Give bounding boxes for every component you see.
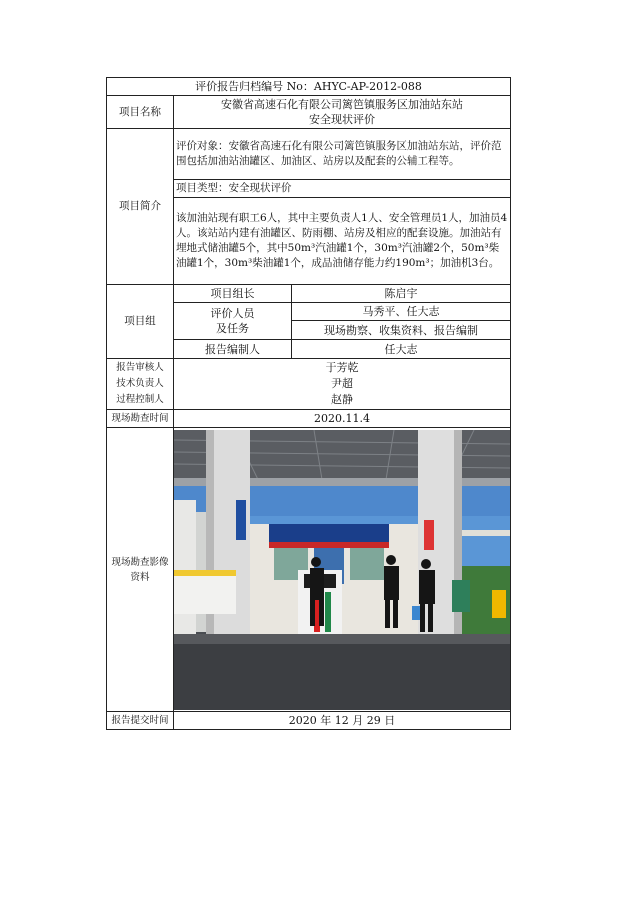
archive-number: 评价报告归档编号 No：AHYC-AP-2012-088: [107, 78, 511, 96]
project-intro-label: 项目简介: [107, 129, 174, 285]
project-target-text: 评价对象：安徽省高速石化有限公司篱笆镇服务区加油站东站，评价范围包括加油站油罐区、加油区、站房以及配套的公辅工程等。: [174, 129, 511, 180]
project-name-label: 项目名称: [107, 96, 174, 129]
photo-label-line-1: 现场勘查影像: [111, 556, 169, 568]
tech-value: 尹超: [331, 377, 353, 390]
submit-row: [107, 712, 511, 730]
project-name-row: [107, 96, 511, 129]
leader-row: [107, 285, 511, 303]
photo-cell: [174, 428, 511, 712]
tasks-value: 现场勘察、收集资料、报告编制: [292, 321, 511, 340]
submit-label: 报告提交时间: [107, 712, 174, 730]
evaluator-label-line-1: 评价人员: [210, 307, 255, 320]
writer-value: 任大志: [292, 340, 511, 359]
report-table: [106, 77, 511, 730]
photo-label-line-2: 资料: [130, 571, 150, 583]
process-label: 过程控制人: [116, 394, 164, 405]
survey-label: 现场勘查时间: [107, 410, 174, 428]
reviewer-label: 报告审核人: [116, 362, 164, 373]
evaluator-label-line-2: 及任务: [216, 322, 249, 335]
project-group-label: 项目组: [107, 285, 174, 359]
project-name-line-1: 安徽省高速石化有限公司篱笆镇服务区加油站东站: [221, 98, 463, 111]
evaluators-value: 马秀平、任大志: [292, 303, 511, 321]
leader-value: 陈启宇: [292, 285, 511, 303]
project-desc-text: 该加油站现有职工6人，其中主要负责人1人、安全管理员1人，加油员4人。该站站内建有油罐区、防雨棚、站房及相应的配套设施。加油站有埋地式储油罐5个，其中50m³汽油罐1个，30m³汽油罐2个，50m³柴油罐1个，30m³柴油罐1个，成品油储存能力约190m³；加油机3台。: [174, 198, 511, 285]
writer-label: 报告编制人: [174, 340, 292, 359]
survey-date: 2020.11.4: [174, 410, 511, 428]
survey-row: [107, 410, 511, 428]
review-row: [107, 359, 511, 410]
photo-row: [107, 428, 511, 712]
evaluator-label: [174, 303, 292, 340]
archive-row: [107, 78, 511, 96]
tech-label: 技术负责人: [116, 378, 164, 389]
photo-label: [107, 428, 174, 712]
project-name-line-2: 安全现状评价: [309, 113, 375, 126]
project-type-text: 项目类型：安全现状评价: [174, 180, 511, 198]
review-values: [174, 359, 511, 410]
reviewer-value: 于芳乾: [325, 361, 359, 374]
leader-label: 项目组长: [174, 285, 292, 303]
submit-date: 2020 年 12 月 29 日: [174, 712, 511, 730]
process-value: 赵静: [331, 393, 353, 406]
project-name-value: [174, 96, 511, 129]
gas-station-photo: [174, 430, 510, 710]
review-labels: [107, 359, 174, 410]
project-target-row: [107, 129, 511, 180]
